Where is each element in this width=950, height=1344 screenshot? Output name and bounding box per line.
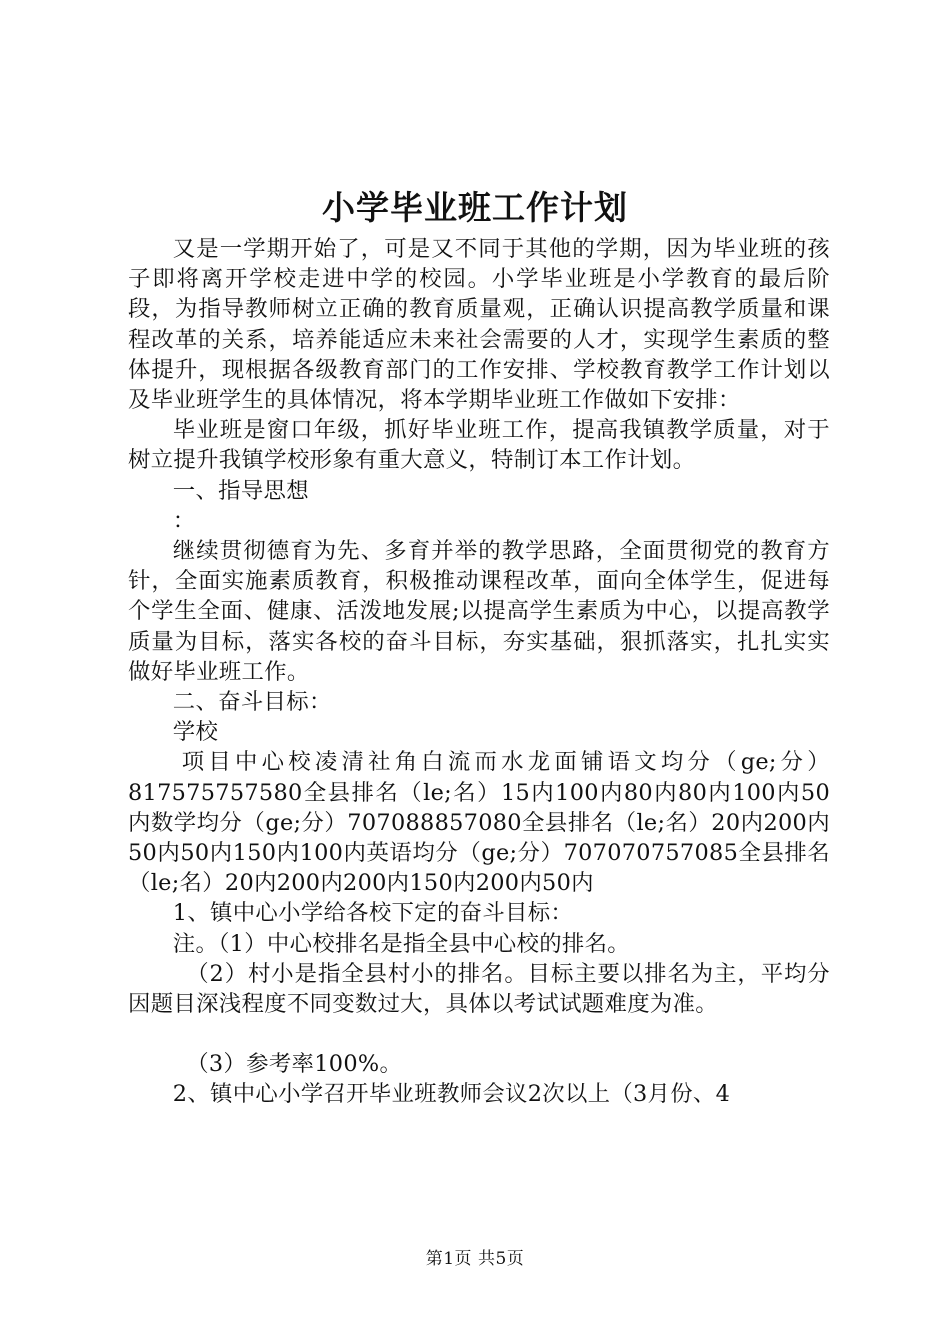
paragraph-ideology: 继续贯彻德育为先、多育并举的教学思路，全面贯彻党的教育方针，全面实施素质教育，积极推动课程改革，面向全体学生，促进每个学生全面、健康、活泼地发展;以提高学生素质为中心，以提高教学质量为目标，落实各校的奋斗目标，夯实基础，狠抓落实，扎扎实实做好毕业班工作。 [128,538,830,685]
paragraph-goal-1: 1、镇中心小学给各校下定的奋斗目标： [172,900,574,927]
document-title: 小学毕业班工作计划 [322,188,628,227]
note-1: 注。（1）中心校排名是指全县中心校的排名。 [172,930,630,957]
heading-goals: 二、奋斗目标： [172,689,332,716]
note-3: （3）参考率100%。 [186,1051,403,1078]
label-school: 学校 [172,719,219,746]
paragraph-purpose: 毕业班是窗口年级，抓好毕业班工作，提高我镇教学质量，对于树立提升我镇学校形象有重大意义，特制订本工作计划。 [128,417,830,474]
paragraph-intro: 又是一学期开始了，可是又不同于其他的学期，因为毕业班的孩子即将离开学校走进中学的校园。小学毕业班是小学教育的最后阶段，为指导教师树立正确的教育质量观，正确认识提高教学质量和课程改革的关系，培养能适应未来社会需要的人才，实现学生素质的整体提升，现根据各级教育部门的工作安排、学校教育教学工作计划以及毕业班学生的具体情况，将本学期毕业班工作做如下安排： [128,236,830,414]
paragraph-goals-table: 项目中心校凌清社角白流而水龙面铺语文均分（ge;分）817575757580全县排名（le;名）15内100内80内80内100内50内数学均分（ge;分）707088857080全县排名（le;名）20内200内50内50内150内100内英语均分（ge;分）707070757085全县排名（le;名）20内200内200内150内200内50内 [128,749,830,897]
page-footer: 第1页 共5页 [425,1249,525,1269]
colon-line: ： [172,507,196,534]
spacer [128,1019,830,1049]
paragraph-goal-2: 2、镇中心小学召开毕业班教师会议2次以上（3月份、4 [172,1081,731,1108]
document-body [128,234,830,1110]
note-2: （2）村小是指全县村小的排名。目标主要以排名为主，平均分因题目深浅程度不同变数过大，具体以考试试题难度为准。 [128,960,830,1018]
heading-guiding-ideology: 一、指导思想 [172,477,309,504]
